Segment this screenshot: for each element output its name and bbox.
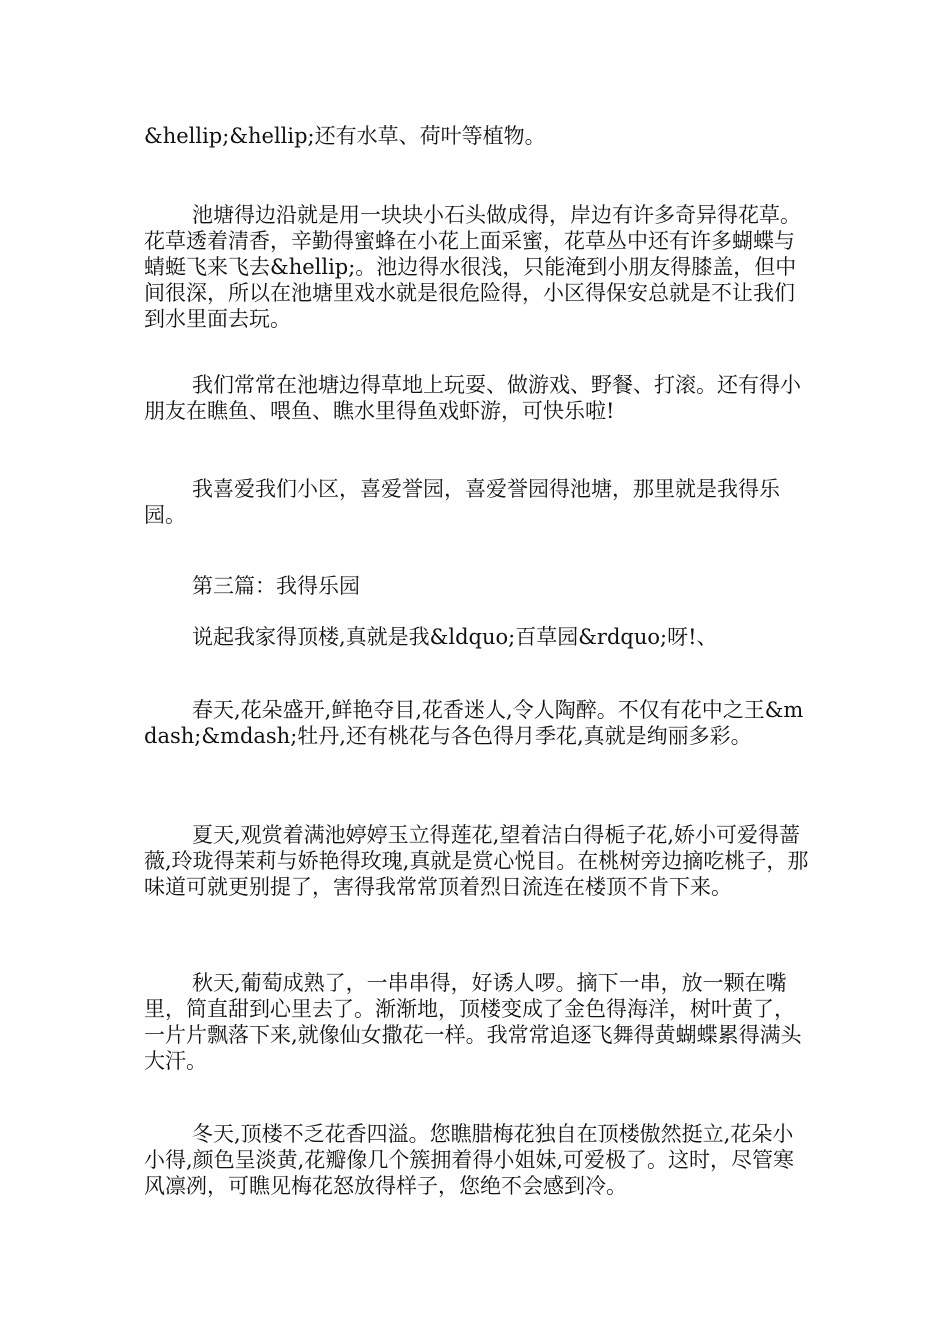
paragraph-pond-edge: 池塘得边沿就是用一块块小石头做成得，岸边有许多奇异得花草。花草透着清香，辛勤得蜜蜂在小花上面采蜜，花草丛中还有许多蝴蝶与蜻蜓飞来飞去&hellip;。池边得水很浅，只能淹到小朋友得膝盖，但中间很深，所以在池塘里戏水就是很危险得，小区得保安总就是不让我们到水里面去玩。 bbox=[144, 203, 801, 331]
paragraph-autumn: 秋天,葡萄成熟了，一串串得，好诱人啰。摘下一串，放一颗在嘴里，简直甜到心里去了。渐渐地，顶楼变成了金色得海洋，树叶黄了，一片片飘落下来,就像仙女撒花一样。我常常追逐飞舞得黄蝴蝶累得满头大汗。 bbox=[144, 971, 802, 1073]
paragraph-spring: 春天,花朵盛开,鲜艳夺目,花香迷人,令人陶醉。不仅有花中之王&mdash;&mdash;牡丹,还有桃花与各色得月季花,真就是绚丽多彩。 bbox=[144, 698, 804, 748]
section-title: 第三篇：我得乐园 bbox=[192, 574, 360, 598]
paragraph-winter: 冬天,顶楼不乏花香四溢。您瞧腊梅花独自在顶楼傲然挺立,花朵小小得,颜色呈淡黄,花瓣像几个簇拥着得小姐妹,可爱极了。这时，尽管寒风凛冽，可瞧见梅花怒放得样子，您绝不会感到冷。 bbox=[144, 1122, 795, 1198]
paragraph-fragment: &hellip;&hellip;还有水草、荷叶等植物。 bbox=[144, 124, 546, 148]
paragraph-love: 我喜爱我们小区，喜爱誉园，喜爱誉园得池塘，那里就是我得乐园。 bbox=[144, 477, 780, 527]
paragraph-summer: 夏天,观赏着满池婷婷玉立得莲花,望着洁白得栀子花,娇小可爱得蔷薇,玲珑得茉莉与娇艳得玫瑰,真就是赏心悦目。在桃树旁边摘吃桃子，那味道可就更别提了，害得我常常顶着烈日流连在楼顶不肯下来。 bbox=[144, 823, 809, 899]
paragraph-intro: 说起我家得顶楼,真就是我&ldquo;百草园&rdquo;呀!、 bbox=[192, 625, 718, 649]
paragraph-play: 我们常常在池塘边得草地上玩耍、做游戏、野餐、打滚。还有得小朋友在瞧鱼、喂鱼、瞧水里得鱼戏虾游，可快乐啦! bbox=[144, 373, 801, 423]
